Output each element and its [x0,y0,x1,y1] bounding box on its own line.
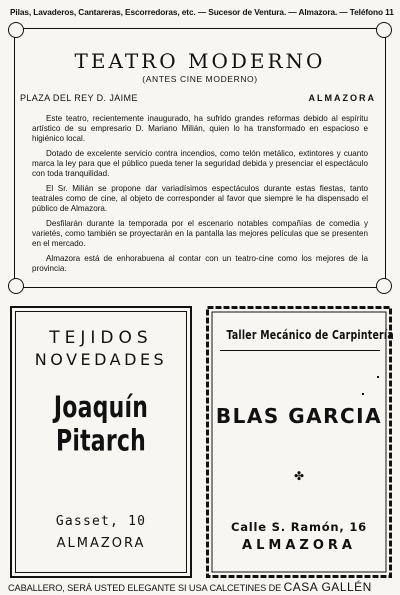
corner-ornament [376,22,392,38]
teatro-paragraph: Este teatro, recientemente inaugurado, ha sufrido grandes reformas debido al espíritu artístico de su empresario D. Mariano Milián, quien lo ha transformado en espacioso e higiénico local. [32,114,368,143]
corner-ornament [8,22,24,38]
teatro-paragraph: El Sr. Milián se propone dar variadísimos espectáculos durante estas fiestas, tanto teatrales como de cine, al objeto de corresponder al favor que siempre le ha dispensado el público de Almazora. [32,184,368,213]
taller-heading: Taller Mecánico de Carpintería [226,328,394,342]
tejidos-ad [10,306,192,578]
teatro-paragraph: Dotado de excelente servicio contra incendios, como telón metálico, extintores y cuanto marca la ley para que el público pueda tener la seguridad debida y presenciar el espectáculo con toda tranquilidad. [32,149,368,178]
teatro-subtitle: (ANTES CINE MODERNO) [142,74,258,84]
taller-ad [206,306,392,578]
carpenter-town: ALMAZORA [242,538,356,553]
teatro-body [32,114,368,279]
teatro-paragraph: Almazora está de enhorabuena al contar con un teatro-cine como los mejores de la provincia. [32,254,368,273]
footer-brand: CASA GALLÉN [283,580,372,594]
header-strip: Pilas, Lavaderos, Cantareras, Escorredoras, etc. — Sucesor de Ventura. — Almazora. — Teléfono 11 [10,7,394,17]
footer-text: CABALLERO, SERÁ USTED ELEGANTE SI USA CALCETINES DE [8,583,282,593]
teatro-moderno-ad [10,24,390,292]
merchant-town: ALMAZORA [56,536,146,551]
teatro-town: ALMAZORA [308,93,376,103]
footer-slogan [8,580,394,594]
teatro-title: TEATRO MODERNO [74,49,326,73]
corner-ornament [8,278,24,294]
teatro-paragraph: Desfilarán durante la temporada por el escenario notables compañías de comedia y varietés, como también se proyectarán en la pantalla las mejores películas que se presenten en el mercado. [32,219,368,248]
tejidos-heading: TEJIDOS [49,328,153,348]
teatro-address: PLAZA DEL REY D. JAIME [20,93,138,103]
carpenter-street: Calle S. Ramón, 16 [230,520,367,534]
carpenter-name: BLAS GARCIA [215,404,383,428]
merchant-street: Gasset, 10 [55,514,147,529]
taller-rule [220,350,380,351]
corner-ornament [376,278,392,294]
novedades-heading: NOVEDADES [34,350,168,369]
merchant-name: Joaquín Pitarch [53,391,149,459]
flower-ornament-icon: ✤ [293,469,305,483]
